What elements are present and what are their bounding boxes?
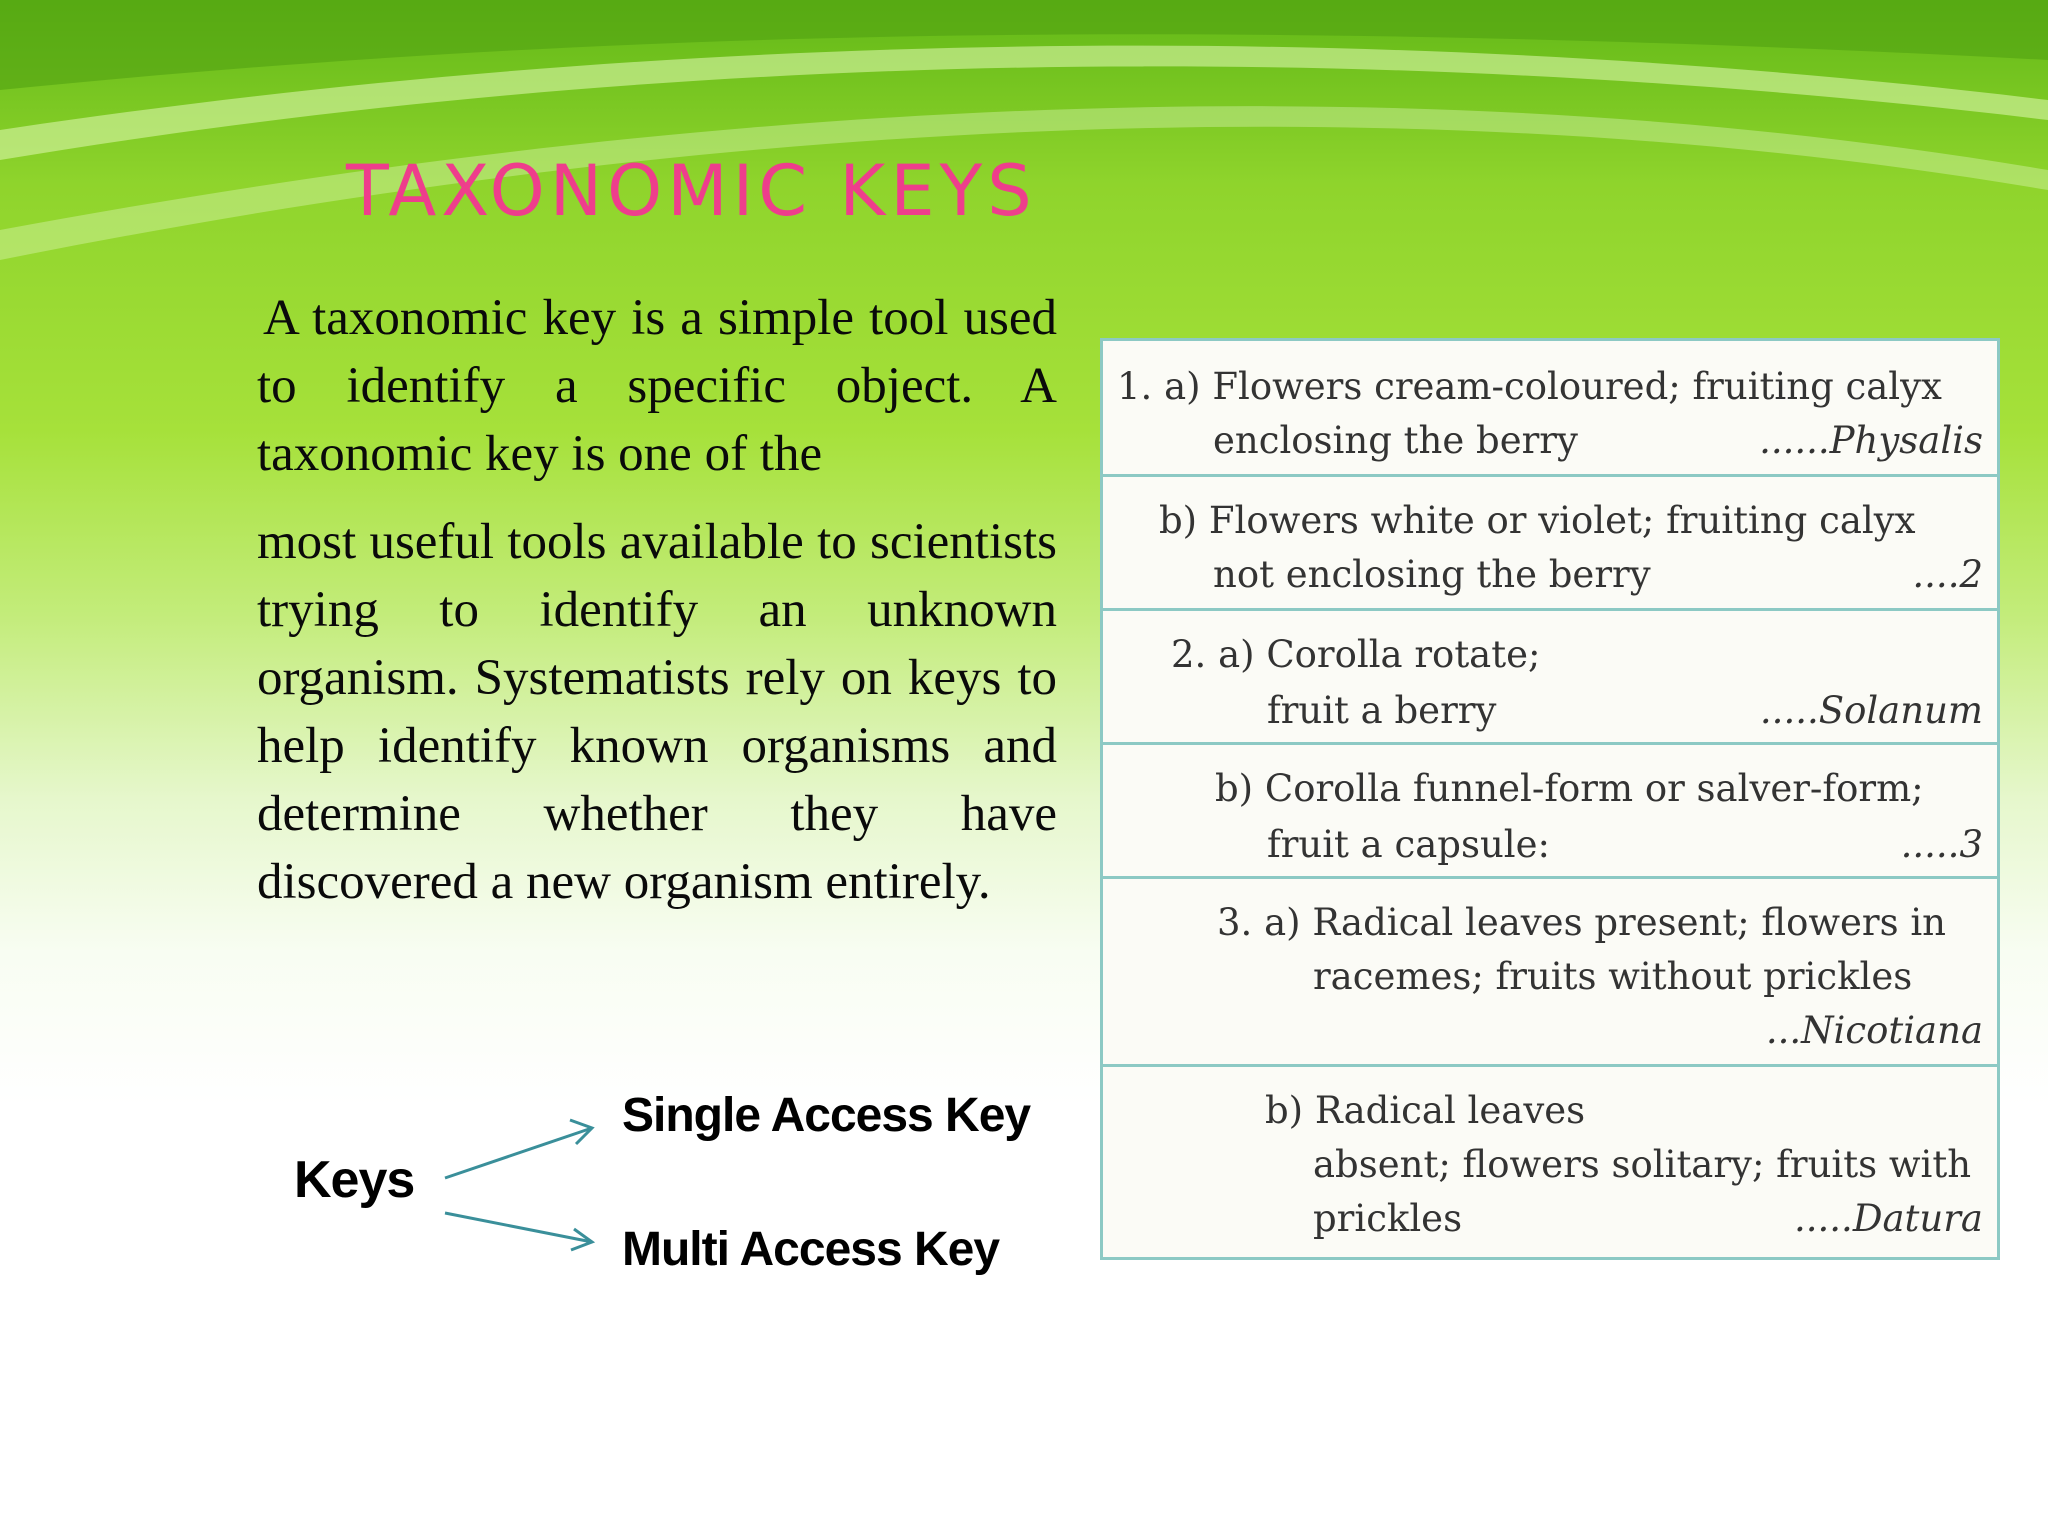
key-row-text: enclosing the berry	[1213, 419, 1578, 462]
key-row-1a	[1103, 341, 1997, 477]
key-row-result: ....2	[1912, 553, 1983, 596]
key-row-text: b) Corolla funnel-form or salver-form;	[1215, 767, 1924, 810]
arrow-to-single-access	[445, 1120, 592, 1178]
key-row-text: fruit a berry	[1267, 689, 1497, 732]
multi-access-key-label: Multi Access Key	[622, 1223, 1000, 1276]
key-row-text: absent; flowers solitary; fruits with	[1313, 1143, 1972, 1186]
key-row-result: .....3	[1900, 823, 1983, 866]
single-access-key-label: Single Access Key	[622, 1089, 1031, 1142]
intro-paragraph: A taxonomic key is a simple tool used to identify a specific object. A taxonomic key is one of the	[257, 290, 1057, 482]
key-row-text: racemes; fruits without prickles	[1313, 955, 1913, 998]
key-row-text: b) Flowers white or violet; fruiting calyx	[1159, 499, 1916, 542]
dichotomous-key-table	[1100, 338, 2000, 1260]
key-row-text: 2. a) Corolla rotate;	[1171, 633, 1541, 676]
branch-arrows	[430, 1110, 610, 1260]
key-row-text: not enclosing the berry	[1213, 553, 1651, 596]
key-row-text: fruit a capsule:	[1267, 823, 1550, 866]
key-row-result: ...Nicotiana	[1765, 1009, 1983, 1052]
key-row-1b	[1103, 477, 1997, 611]
key-row-result: ......Physalis	[1759, 419, 1983, 462]
arrow-to-multi-access	[445, 1213, 592, 1250]
key-row-text: prickles	[1313, 1197, 1463, 1240]
key-row-2a	[1103, 611, 1997, 745]
key-row-result: .....Solanum	[1759, 689, 1983, 732]
keys-root-label: Keys	[294, 1151, 415, 1209]
key-row-3b	[1103, 1067, 1997, 1257]
key-row-3a	[1103, 879, 1997, 1067]
key-row-result: .....Datura	[1794, 1197, 1983, 1240]
key-row-2b	[1103, 745, 1997, 879]
body-paragraph: most useful tools available to scientists trying to identify an unknown organism. Systematists rely on keys to help identify known organisms and determine whether they have discovered a new organism entirely.	[257, 514, 1057, 910]
slide-title: TAXONOMIC KEYS	[346, 150, 1037, 232]
key-row-text: 1. a) Flowers cream-coloured; fruiting calyx	[1117, 365, 1942, 408]
key-row-text: 3. a) Radical leaves present; flowers in	[1217, 901, 1947, 944]
key-row-text: b) Radical leaves	[1265, 1089, 1586, 1132]
